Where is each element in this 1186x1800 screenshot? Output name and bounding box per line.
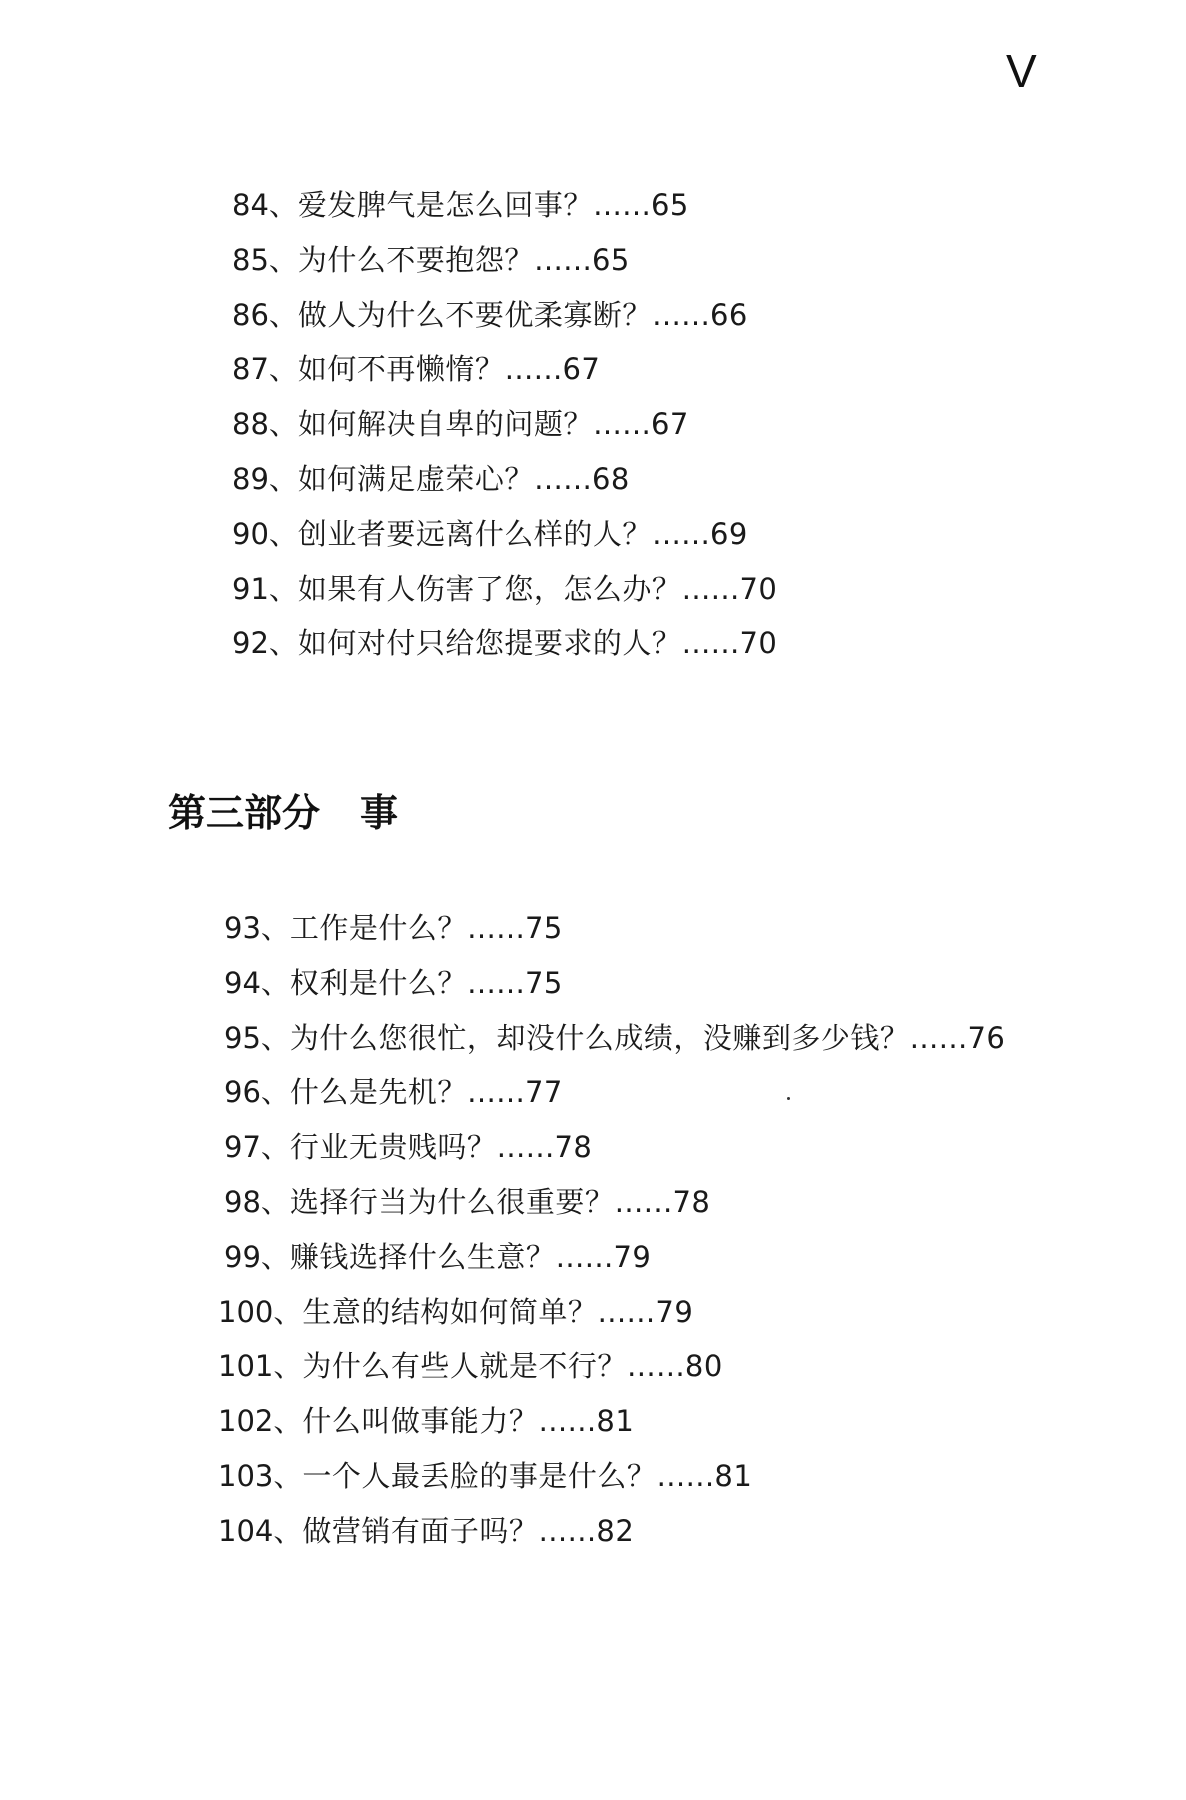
entry-page: 81: [714, 1459, 753, 1493]
entry-title: 如何解决自卑的问题？: [297, 407, 593, 442]
entry-page: 70: [739, 626, 778, 661]
entry-number: 93: [224, 911, 261, 945]
scan-speck: [787, 1097, 790, 1100]
entry-title: 赚钱选择什么生意？: [289, 1239, 556, 1274]
entry-title: 做营销有面子吗？: [302, 1513, 539, 1548]
entry-number: 97: [224, 1130, 261, 1165]
toc-entry: [218, 1458, 752, 1494]
entry-title: 如何不再懒惰？: [297, 352, 505, 387]
entry-leader: ……: [909, 1020, 968, 1055]
toc-entry: [218, 1513, 634, 1549]
entry-leader: ……: [651, 297, 710, 332]
toc-entry: [232, 625, 777, 661]
entry-number: 95: [224, 1020, 261, 1055]
entry-separator: 、: [260, 1075, 290, 1110]
entry-number: 98: [224, 1185, 261, 1219]
entry-separator: 、: [273, 1459, 303, 1493]
entry-leader: ……: [626, 1349, 685, 1384]
entry-leader: ……: [592, 407, 651, 442]
entry-number: 104: [218, 1513, 274, 1548]
toc-entry: [218, 1348, 723, 1384]
entry-page: 78: [554, 1130, 593, 1165]
entry-page: 79: [613, 1239, 652, 1274]
entry-leader: ……: [651, 516, 710, 551]
toc-entry: [224, 1239, 651, 1275]
entry-leader: ……: [533, 462, 592, 496]
entry-number: 84: [232, 188, 269, 222]
entry-title: 行业无贵贱吗？: [289, 1130, 497, 1165]
entry-page: 68: [591, 462, 630, 496]
toc-entry: [232, 187, 689, 223]
entry-number: 88: [232, 407, 269, 442]
entry-leader: ……: [538, 1404, 597, 1439]
entry-leader: ……: [533, 242, 592, 277]
entry-leader: ……: [681, 571, 740, 606]
entry-leader: ……: [592, 188, 651, 222]
toc-entry: [232, 351, 600, 387]
entry-title: 如何对付只给您提要求的人？: [297, 626, 682, 661]
entry-title: 权利是什么？: [289, 965, 467, 1000]
entry-page: 66: [709, 297, 748, 332]
entry-page: 81: [596, 1404, 635, 1439]
entry-separator: 、: [273, 1349, 303, 1384]
entry-page: 77: [524, 1075, 563, 1110]
entry-page: 76: [967, 1020, 1006, 1055]
entry-number: 91: [232, 571, 269, 606]
entry-number: 101: [218, 1349, 274, 1384]
toc-entry: [232, 571, 777, 607]
toc-entry: [224, 1129, 592, 1165]
entry-title: 工作是什么？: [289, 911, 467, 945]
entry-leader: ……: [504, 352, 563, 387]
entry-page: 80: [684, 1349, 723, 1384]
entry-number: 92: [232, 626, 269, 661]
entry-title: 为什么有些人就是不行？: [302, 1349, 627, 1384]
toc-entry: [232, 242, 630, 278]
entry-number: 94: [224, 965, 261, 1000]
entry-number: 100: [218, 1294, 274, 1329]
toc-entry: [224, 1074, 563, 1110]
toc-entry: [218, 1294, 693, 1330]
entry-leader: ……: [656, 1459, 715, 1493]
entry-leader: ……: [555, 1239, 614, 1274]
toc-entry: [232, 406, 689, 442]
entry-separator: 、: [268, 407, 298, 442]
page-number: V: [1006, 45, 1037, 97]
entry-title: 为什么您很忙，却没什么成绩，没赚到多少钱？: [289, 1020, 910, 1055]
entry-page: 75: [524, 965, 563, 1000]
entry-number: 86: [232, 297, 269, 332]
entry-page: 67: [650, 407, 689, 442]
section-title: [168, 790, 398, 836]
entry-number: 87: [232, 352, 269, 387]
section-part-label: 第三部分: [168, 790, 321, 835]
entry-title: 如果有人伤害了您，怎么办？: [297, 571, 682, 606]
toc-entry: [232, 516, 748, 552]
entry-title: 爱发脾气是怎么回事？: [297, 188, 593, 222]
entry-leader: ……: [681, 626, 740, 661]
entry-title: 创业者要远离什么样的人？: [297, 516, 652, 551]
toc-entry: [232, 461, 630, 497]
entry-separator: 、: [268, 462, 298, 496]
entry-page: 67: [562, 352, 601, 387]
entry-leader: ……: [614, 1185, 673, 1219]
entry-separator: 、: [268, 571, 298, 606]
entry-separator: 、: [268, 352, 298, 387]
entry-page: 79: [655, 1294, 694, 1329]
entry-number: 89: [232, 462, 269, 496]
entry-number: 90: [232, 516, 269, 551]
entry-page: 65: [650, 188, 689, 222]
entry-page: 69: [709, 516, 748, 551]
entry-title: 生意的结构如何简单？: [302, 1294, 598, 1329]
entry-separator: 、: [260, 1020, 290, 1055]
entry-number: 96: [224, 1075, 261, 1110]
entry-title: 如何满足虚荣心？: [297, 462, 534, 496]
toc-entry: [224, 910, 563, 946]
entry-separator: 、: [268, 242, 298, 277]
entry-separator: 、: [260, 965, 290, 1000]
toc-entry: [224, 1184, 710, 1220]
entry-number: 99: [224, 1239, 261, 1274]
entry-title: 选择行当为什么很重要？: [289, 1185, 615, 1219]
entry-page: 75: [524, 911, 563, 945]
toc-entry: [232, 297, 748, 333]
entry-page: 78: [672, 1185, 711, 1219]
entry-number: 85: [232, 242, 269, 277]
entry-page: 82: [596, 1513, 635, 1548]
entry-title: 为什么不要抱怨？: [297, 242, 534, 277]
entry-number: 103: [218, 1459, 274, 1493]
entry-separator: 、: [273, 1404, 303, 1439]
entry-separator: 、: [268, 516, 298, 551]
entry-leader: ……: [597, 1294, 656, 1329]
toc-entry: [224, 965, 563, 1001]
entry-title: 一个人最丢脸的事是什么？: [302, 1459, 657, 1493]
entry-leader: ……: [466, 911, 525, 945]
entry-number: 102: [218, 1404, 274, 1439]
entry-separator: 、: [273, 1513, 303, 1548]
entry-leader: ……: [466, 1075, 525, 1110]
toc-entry: [218, 1403, 634, 1439]
entry-separator: 、: [260, 1130, 290, 1165]
entry-title: 什么是先机？: [289, 1075, 467, 1110]
entry-title: 做人为什么不要优柔寡断？: [297, 297, 652, 332]
entry-page: 70: [739, 571, 778, 606]
entry-separator: 、: [273, 1294, 303, 1329]
entry-leader: ……: [466, 965, 525, 1000]
entry-leader: ……: [538, 1513, 597, 1548]
entry-separator: 、: [260, 911, 290, 945]
entry-separator: 、: [268, 297, 298, 332]
entry-separator: 、: [260, 1239, 290, 1274]
toc-entry: [224, 1020, 1005, 1056]
entry-leader: ……: [496, 1130, 555, 1165]
entry-title: 什么叫做事能力？: [302, 1404, 539, 1439]
entry-separator: 、: [268, 626, 298, 661]
entry-separator: 、: [260, 1185, 290, 1219]
section-topic-label: 事: [360, 790, 399, 835]
entry-page: 65: [591, 242, 630, 277]
entry-separator: 、: [268, 188, 298, 222]
